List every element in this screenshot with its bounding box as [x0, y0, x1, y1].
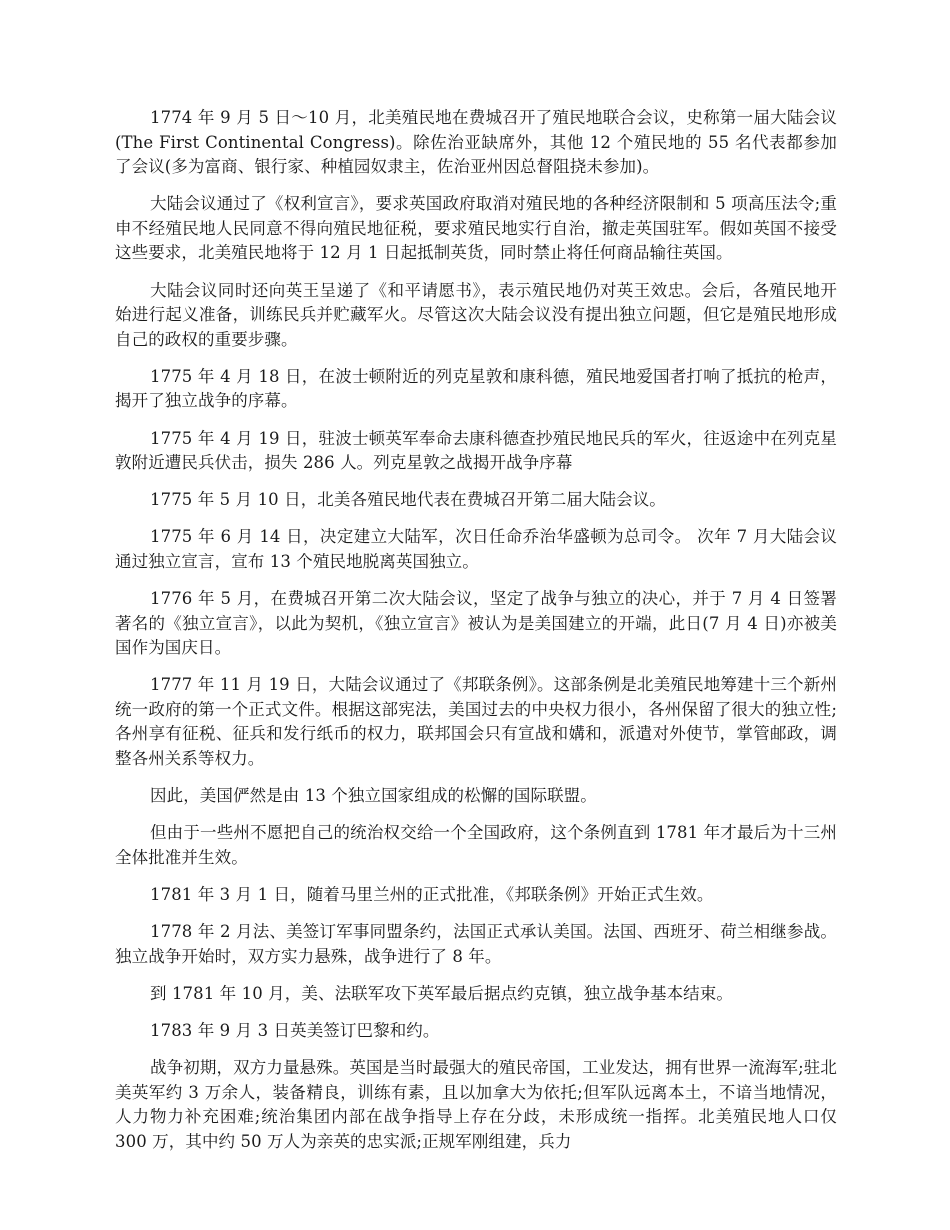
- paragraph-french-alliance: 1778 年 2 月法、美签订军事同盟条约，法国正式承认美国。法国、西班牙、荷兰相继参战。 独立战争开始时，双方实力悬殊，战争进行了 8 年。: [115, 922, 837, 966]
- paragraph-first-continental-congress: 1774 年 9 月 5 日～10 月，北美殖民地在费城召开了殖民地联合会议，史称第一届大陆会议(The First Continental Congress)。除佐治亚缺席外，其他 12 个殖民地的 55 名代表都参加了会议(多为富商、银行家、种植园奴隶主，佐治亚州因总督阻挠未参加)。: [115, 108, 837, 177]
- paragraph-olive-branch-petition: 大陆会议同时还向英王呈递了《和平请愿书》，表示殖民地仍对英王效忠。会后，各殖民地开始进行起义准备，训练民兵并贮藏军火。尽管这次大陆会议没有提出独立问题，但它是殖民地形成自己的政权的重要步骤。: [115, 280, 837, 349]
- paragraph-declaration-of-rights: 大陆会议通过了《权利宣言》，要求英国政府取消对殖民地的各种经济限制和 5 项高压法令;重申不经殖民地人民同意不得向殖民地征税，要求殖民地实行自治，撤走英国驻军。假如英国不接受这些要求，北美殖民地将于 12 月 1 日起抵制英货，同时禁止将任何商品输往英国。: [115, 194, 837, 263]
- paragraph-lexington-concord: 1775 年 4 月 18 日，在波士顿附近的列克星敦和康科德，殖民地爱国者打响了抵抗的枪声，揭开了独立战争的序幕。: [115, 366, 837, 411]
- paragraph-yorktown: 到 1781 年 10 月，美、法联军攻下英军最后据点约克镇，独立战争基本结束。: [150, 983, 733, 1003]
- document-body: [115, 106, 837, 1167]
- paragraph-loose-league: 因此，美国俨然是由 13 个独立国家组成的松懈的国际联盟。: [150, 786, 597, 806]
- paragraph-declaration-of-independence: 1776 年 5 月，在费城召开第二次大陆会议，坚定了战争与独立的决心，并于 7 月 4 日签署著名的《独立宣言》，以此为契机，《独立宣言》被认为是美国建立的开端，此日(7 月 4 日)亦被美国作为国庆日。: [115, 589, 837, 658]
- paragraph-continental-army: 1775 年 6 月 14 日，决定建立大陆军，次日任命乔治华盛顿为总司令。 次年 7 月大陆会议通过独立宣言，宣布 13 个殖民地脱离英国独立。: [115, 527, 837, 571]
- paragraph-articles-of-confederation: 1777 年 11 月 19 日，大陆会议通过了《邦联条例》。这部条例是北美殖民地筹建十三个新州统一政府的第一个正式文件。根据这部宪法，美国过去的中央权力很小，各州保留了很大的独立性;各州享有征税、征兵和发行纸币的权力，联邦国会只有宣战和媾和，派遣对外使节，掌管邮政，调整各州关系等权力。: [115, 675, 837, 769]
- paragraph-maryland-ratification: 1781 年 3 月 1 日，随着马里兰州的正式批准，《邦联条例》开始正式生效。: [150, 884, 714, 904]
- paragraph-second-continental-congress: 1775 年 5 月 10 日，北美各殖民地代表在费城召开第二届大陆会议。: [150, 490, 666, 510]
- paragraph-early-war-forces: 战争初期，双方力量悬殊。英国是当时最强大的殖民帝国，工业发达，拥有世界一流海军;驻北美英军约 3 万余人，装备精良，训练有素，且以加拿大为依托;但军队远离本土，不谙当地情况，人力物力补充困难;统治集团内部在战争指导上存在分歧，未形成统一指挥。北美殖民地人口仅 300 万，其中约 50 万人为亲英的忠实派;正规军刚组建，兵力: [115, 1057, 837, 1151]
- paragraph-treaty-of-paris: 1783 年 9 月 3 日英美签订巴黎和约。: [150, 1020, 440, 1040]
- paragraph-april-19-ambush: 1775 年 4 月 19 日，驻波士顿英军奉命去康科德查抄殖民地民兵的军火，往返途中在列克星敦附近遭民兵伏击，损失 286 人。列克星敦之战揭开战争序幕: [115, 428, 837, 473]
- paragraph-ratification-delay: 但由于一些州不愿把自己的统治权交给一个全国政府，这个条例直到 1781 年才最后为十三州全体批准并生效。: [115, 823, 837, 867]
